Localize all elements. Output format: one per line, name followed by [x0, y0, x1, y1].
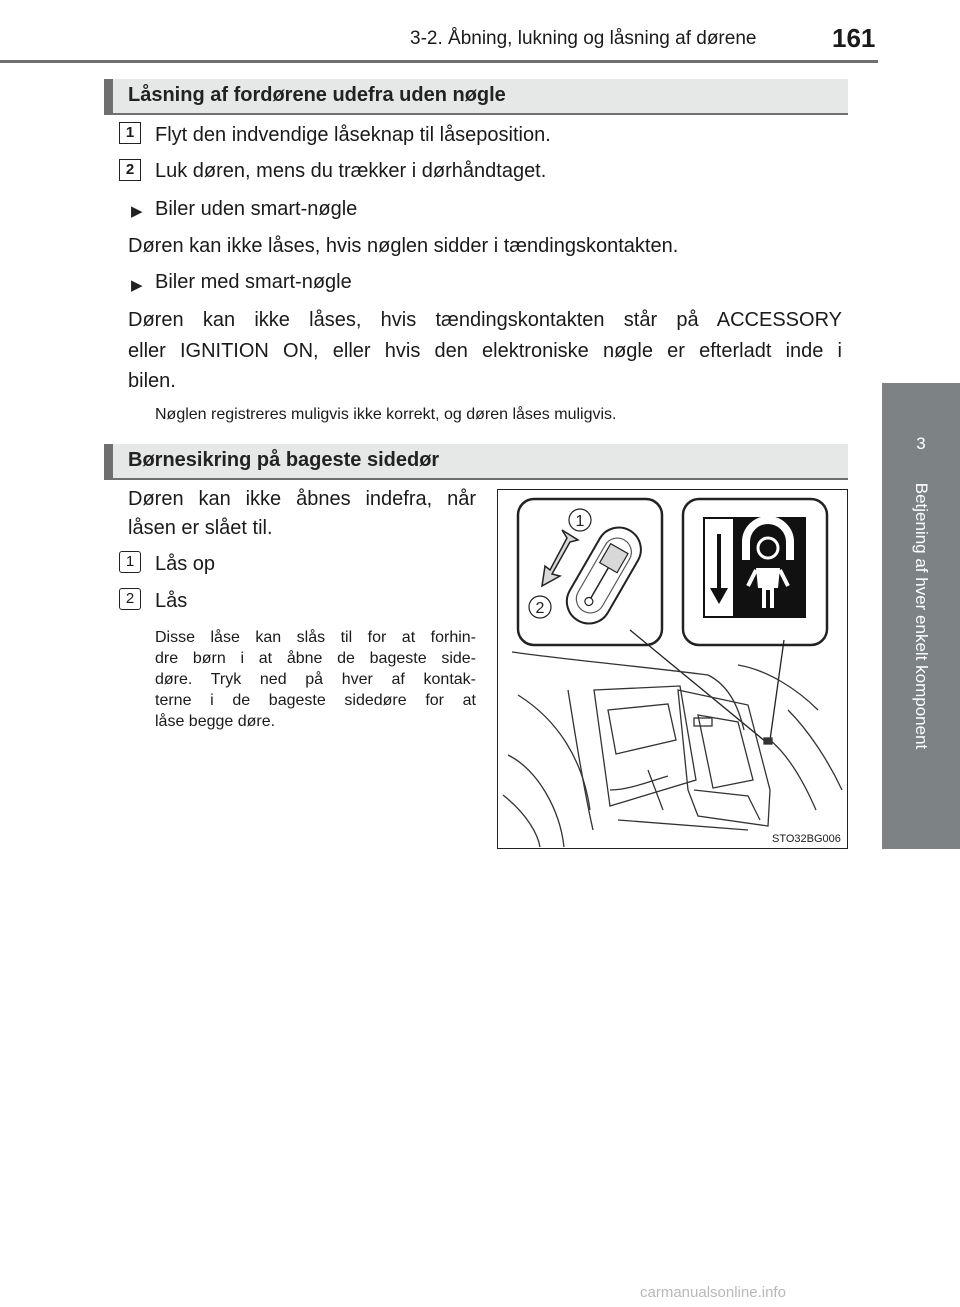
triangle-bullet-icon: ▶	[131, 203, 143, 220]
paragraph-line: eller IGNITION ON, eller hvis den elektroniske nøgle er efterladt inde i	[128, 340, 842, 362]
item-text: Lås op	[155, 553, 216, 575]
figure-callout-1: 1	[575, 513, 585, 530]
paragraph-line: Døren kan ikke åbnes indefra, når	[128, 488, 476, 510]
step-text: Luk døren, mens du trækker i dørhåndtaget.	[155, 160, 547, 182]
chapter-title: 3-2. Åbning, lukning og låsning af dørene	[410, 28, 757, 49]
rear-door-scene	[503, 652, 842, 847]
triangle-bullet-icon: ▶	[131, 277, 143, 294]
section-heading-text: Låsning af fordørene udefra uden nøgle	[128, 84, 506, 106]
section-heading-locking-front-doors	[104, 79, 848, 115]
header-rule	[0, 60, 878, 63]
heading-bar	[104, 444, 113, 478]
step-number: 2	[119, 159, 141, 181]
callout-number: 2	[119, 588, 141, 610]
note-line: dre børn i at åbne de bageste side-	[155, 650, 476, 667]
heading-bar	[104, 79, 113, 113]
subheading: Biler med smart-nøgle	[155, 271, 352, 293]
section-heading-child-lock	[104, 444, 848, 480]
item-text: Lås	[155, 590, 188, 612]
note-text: Nøglen registreres muligvis ikke korrekt, og døren låses muligvis.	[155, 406, 617, 423]
note-line: terne i de bageste sidedøre for at	[155, 692, 476, 709]
chapter-number: 3	[916, 434, 926, 453]
watermark: carmanualsonline.info	[640, 1284, 786, 1301]
page-number: 161	[832, 23, 876, 53]
paragraph-line: bilen.	[128, 370, 176, 392]
callout-number: 1	[119, 551, 141, 573]
note-line: døre. Tryk ned på hver af kontak-	[155, 671, 476, 688]
paragraph-line: Døren kan ikke låses, hvis tændingskontakten står på ACCESSORY	[128, 309, 842, 331]
note-line: Disse låse kan slås til for at forhin-	[155, 629, 476, 646]
paragraph-line: låsen er slået til.	[128, 517, 273, 539]
step-text: Flyt den indvendige låseknap til låseposition.	[155, 124, 551, 146]
section-heading-text: Børnesikring på bageste sidedør	[128, 449, 440, 471]
figure-code: STO32BG006	[772, 833, 841, 845]
figure-callout-2: 2	[535, 600, 545, 617]
child-lock-drawing	[498, 490, 847, 848]
note-line: låse begge døre.	[155, 713, 276, 730]
paragraph: Døren kan ikke låses, hvis nøglen sidder i tændingskontakten.	[128, 235, 679, 257]
chapter-name: Betjening af hver enkelt komponent	[912, 482, 931, 750]
step-number: 1	[119, 122, 141, 144]
child-lock-illustration	[497, 489, 848, 849]
subheading: Biler uden smart-nøgle	[155, 198, 358, 220]
